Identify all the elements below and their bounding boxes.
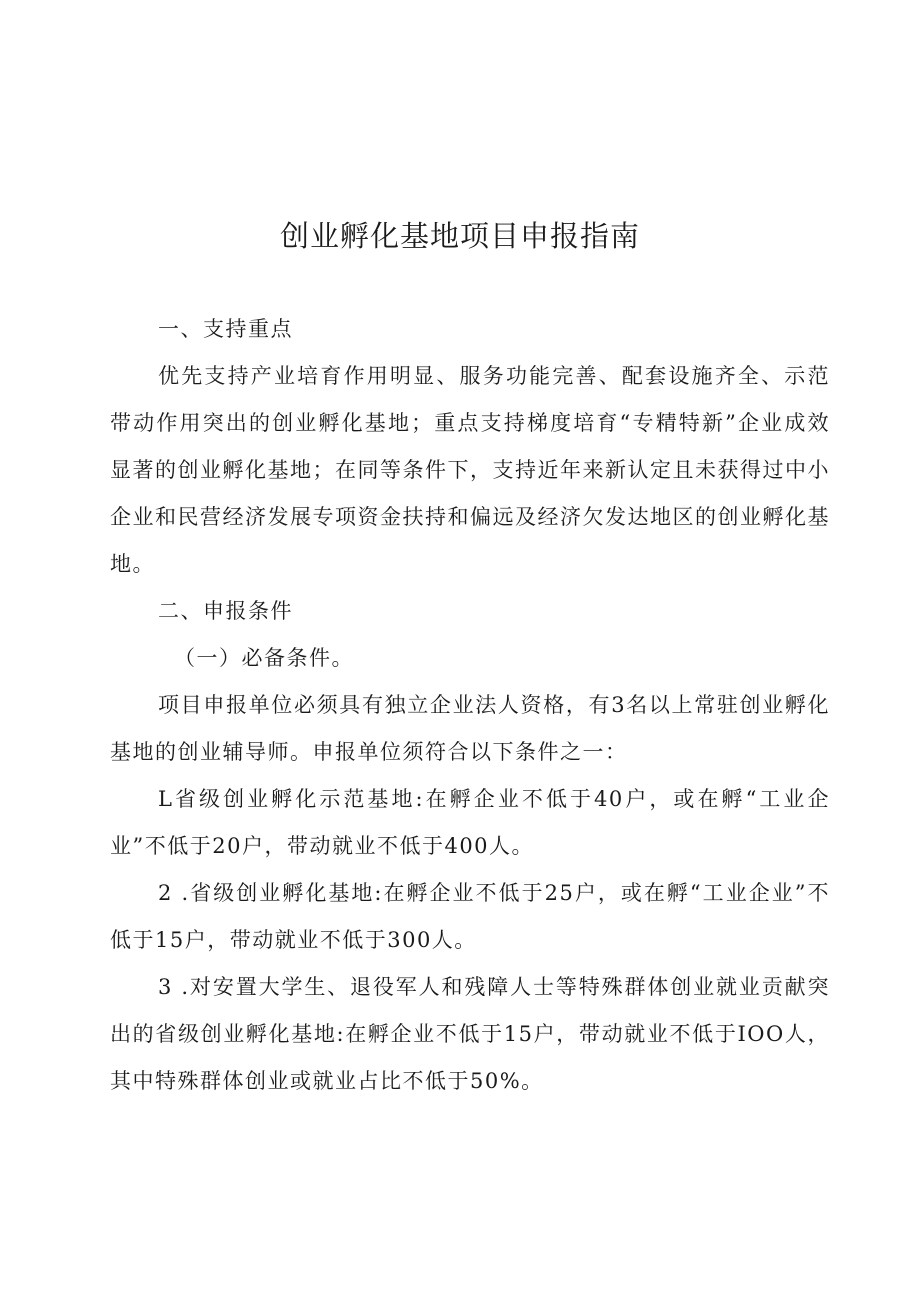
conditions-paragraph: 项目申报单位必须具有独立企业法人资格，有3名以上常驻创业孵化基地的创业辅导师。申报单位须符合以下条件之一： (110, 693, 830, 764)
condition-item-3: 3 .对安置大学生、退役军人和残障人士等特殊群体创业就业贡献突出的省级创业孵化基地:在孵企业不低于15户，带动就业不低于IOO人，其中特殊群体创业或就业占比不低于50%。 (110, 975, 830, 1093)
condition-item-2: 2 .省级创业孵化基地:在孵企业不低于25户，或在孵“工业企业”不低于15户，带动就业不低于300人。 (110, 881, 830, 952)
subheading-required-conditions: （一）必备条件。 (174, 646, 354, 670)
condition-item-1: L省级创业孵化示范基地:在孵企业不低于40户，或在孵“工业企业”不低于20户，带动就业不低于400人。 (110, 787, 830, 858)
document-body (110, 306, 830, 1105)
page-title: 创业孵化基地项目申报指南 (279, 219, 640, 253)
support-focus-paragraph: 优先支持产业培育作用明显、服务功能完善、配套设施齐全、示范带动作用突出的创业孵化基地；重点支持梯度培育“专精特新”企业成效显著的创业孵化基地；在同等条件下，支持近年来新认定且未获得过中小企业和民营经济发展专项资金扶持和偏远及经济欠发达地区的创业孵化基地。 (110, 364, 830, 576)
section-heading-conditions: 二、申报条件 (158, 599, 293, 623)
section-heading-support-focus: 一、支持重点 (158, 317, 293, 341)
